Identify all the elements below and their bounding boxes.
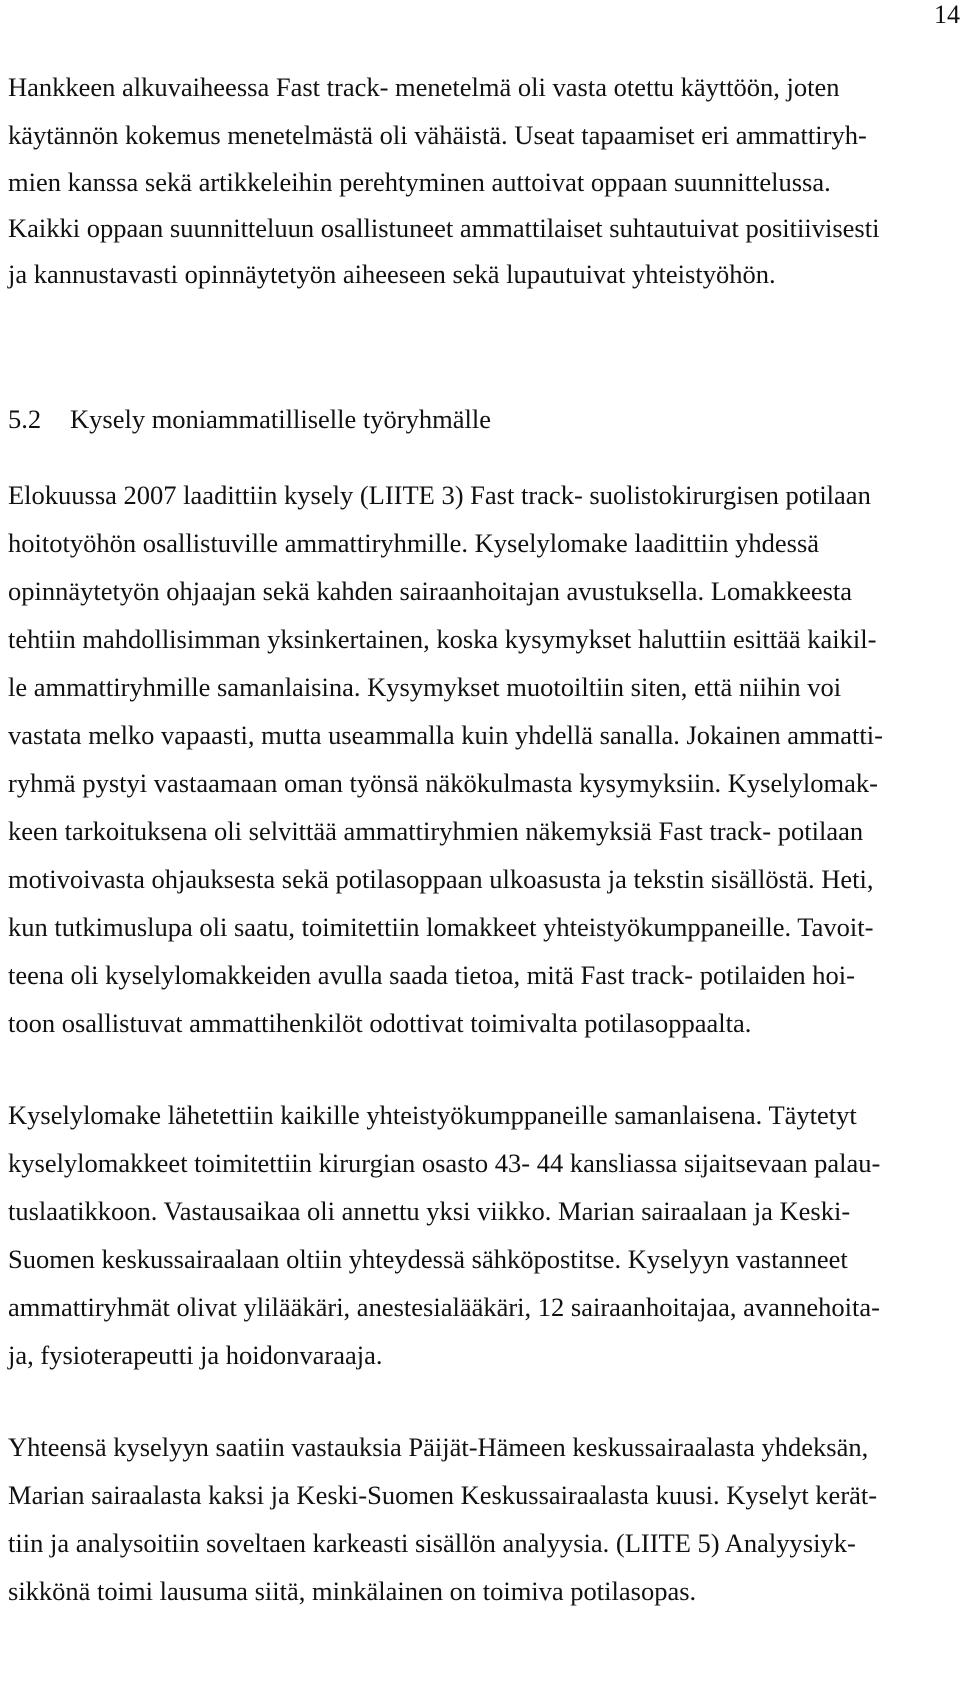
text-line: kyselylomakkeet toimitettiin kirurgian osasto 43- 44 kansliassa sijaitsevaan palau- (8, 1148, 881, 1178)
text-line: Yhteensä kyselyyn saatiin vastauksia Päijät-Hämeen keskussairaalasta yhdeksän, (8, 1432, 869, 1462)
text-line: toon osallistuvat ammattihenkilöt odottivat toimivalta potilasoppaalta. (8, 1008, 752, 1038)
text-line: tiin ja analysoitiin soveltaen karkeasti sisällön analyysia. (LIITE 5) Analyysiyk- (8, 1528, 856, 1558)
text-line: vastata melko vapaasti, mutta useammalla kuin yhdellä sanalla. Jokainen ammatti- (8, 720, 883, 750)
text-line: tuslaatikkoon. Vastausaikaa oli annettu yksi viikko. Marian sairaalaan ja Keski- (8, 1196, 851, 1226)
page-number: 14 (934, 0, 960, 29)
text-line: keen tarkoituksena oli selvittää ammattiryhmien näkemyksiä Fast track- potilaan (8, 816, 864, 846)
text-line: ammattiryhmät olivat ylilääkäri, anestesialääkäri, 12 sairaanhoitajaa, avannehoita- (8, 1292, 880, 1322)
text-line: Elokuussa 2007 laadittiin kysely (LIITE 3) Fast track- suolistokirurgisen potilaan (8, 480, 871, 510)
text-line: hoitotyöhön osallistuville ammattiryhmille. Kyselylomake laadittiin yhdessä (8, 528, 820, 558)
text-line: le ammattiryhmille samanlaisina. Kysymykset muotoiltiin siten, että niihin voi (8, 672, 842, 702)
text-line: sikkönä toimi lausuma siitä, minkälainen on toimiva potilasopas. (8, 1576, 697, 1606)
text-line: kun tutkimuslupa oli saatu, toimitettiin lomakkeet yhteistyökumppaneille. Tavoit- (8, 912, 874, 942)
text-line: tehtiin mahdollisimman yksinkertainen, koska kysymykset haluttiin esittää kaikil- (8, 624, 877, 654)
text-line: Suomen keskussairaalaan oltiin yhteydessä sähköpostitse. Kyselyyn vastanneet (8, 1244, 848, 1274)
text-line: Kyselylomake lähetettiin kaikille yhteistyökumppaneille samanlaisena. Täytetyt (8, 1100, 857, 1130)
section-heading (8, 402, 491, 436)
text-line: Marian sairaalasta kaksi ja Keski-Suomen Keskussairaalasta kuusi. Kyselyt kerät- (8, 1480, 878, 1510)
text-line: ja kannustavasti opinnäytetyön aiheeseen sekä lupautuivat yhteistyöhön. (8, 259, 776, 289)
text-line: ja, fysioterapeutti ja hoidonvaraaja. (8, 1340, 383, 1370)
text-line: käytännön kokemus menetelmästä oli vähäistä. Useat tapaamiset eri ammattiryh- (8, 120, 867, 150)
text-line: ryhmä pystyi vastaamaan oman työnsä näkökulmasta kysymyksiin. Kyselylomak- (8, 768, 878, 798)
text-line: opinnäytetyön ohjaajan sekä kahden sairaanhoitajan avustuksella. Lomakkeesta (8, 576, 853, 606)
text-line: Hankkeen alkuvaiheessa Fast track- menetelmä oli vasta otettu käyttöön, joten (8, 72, 840, 102)
text-line: teena oli kyselylomakkeiden avulla saada tietoa, mitä Fast track- potilaiden hoi- (8, 960, 855, 990)
text-line: motivoivasta ohjauksesta sekä potilasoppaan ulkoasusta ja tekstin sisällöstä. Heti, (8, 864, 874, 894)
section-title: Kysely moniammatilliselle työryhmälle (70, 404, 491, 434)
text-line: Kaikki oppaan suunnitteluun osallistuneet ammattilaiset suhtautuivat positiivisesti (8, 213, 880, 243)
text-line: mien kanssa sekä artikkeleihin perehtyminen auttoivat oppaan suunnittelussa. (8, 167, 831, 197)
section-number: 5.2 (8, 404, 42, 434)
